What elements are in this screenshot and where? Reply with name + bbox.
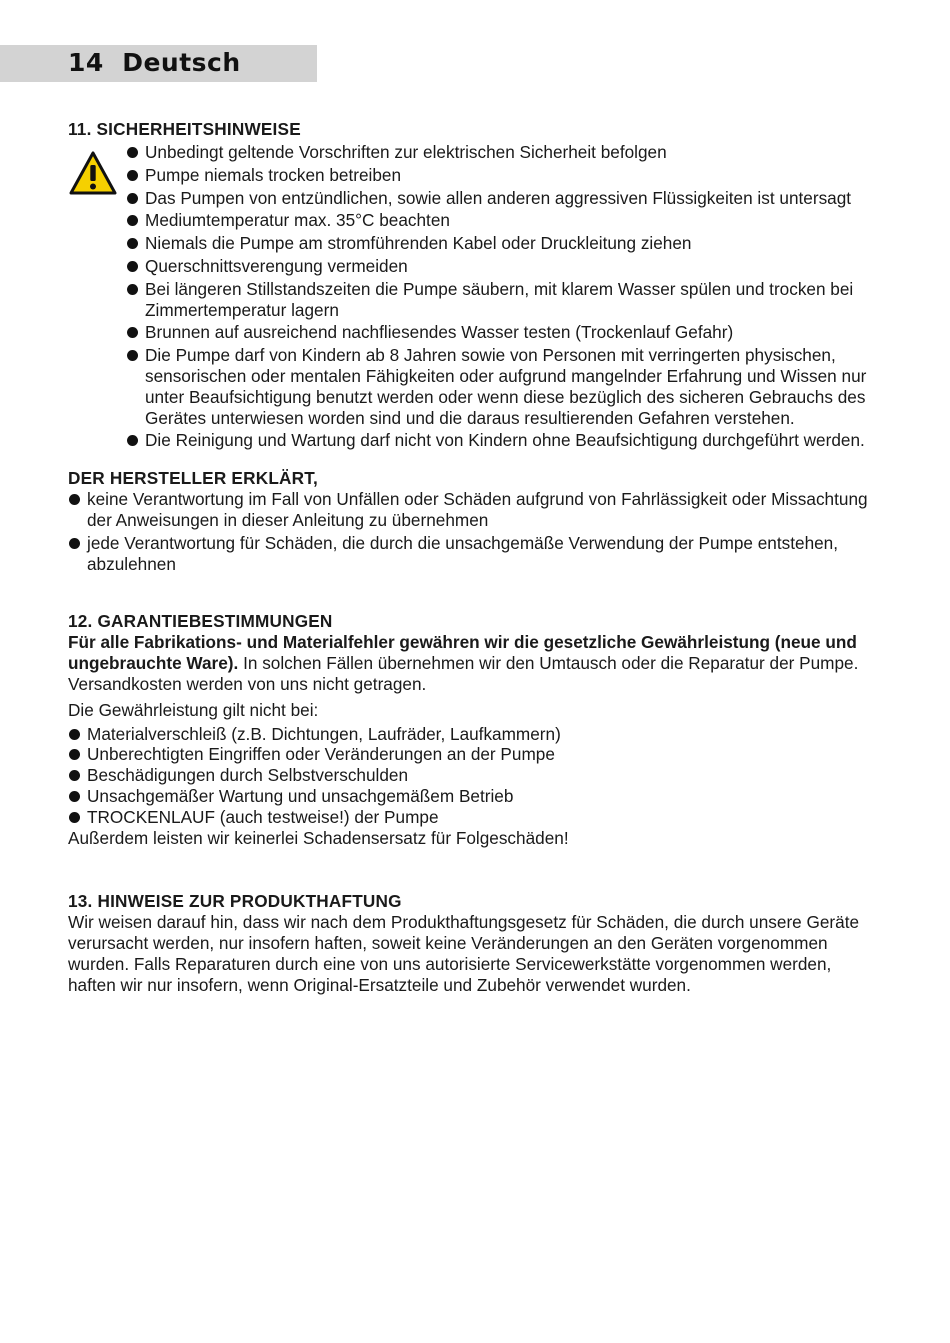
- safety-block: [68, 142, 880, 451]
- warranty-list: [68, 724, 880, 828]
- warranty-section: [68, 610, 880, 848]
- liability-heading: 13. HINWEISE ZUR PRODUKTHAFTUNG: [68, 891, 402, 912]
- liability-section: [68, 890, 880, 995]
- list-item: TROCKENLAUF (auch testweise!) der Pumpe: [68, 807, 880, 828]
- list-item: Pumpe niemals trocken betreiben: [126, 165, 880, 186]
- list-item: jede Verantwortung für Schäden, die durch die unsachgemäße Verwendung der Pumpe entstehen, abzulehnen: [68, 533, 880, 575]
- list-item: Mediumtemperatur max. 35°C beachten: [126, 210, 880, 231]
- warranty-intro: [68, 632, 880, 694]
- manufacturer-heading: DER HERSTELLER ERKLÄRT,: [68, 468, 319, 489]
- list-item: Beschädigungen durch Selbstverschulden: [68, 765, 880, 786]
- page-header-title: [68, 48, 241, 77]
- page-header: [0, 45, 317, 82]
- warranty-intro-bold: Für alle Fabrikations- und Materialfehler gewähren wir die gesetzliche Gewährleistung (neue und ungebrauchte Ware).: [68, 632, 857, 674]
- manufacturer-section: [68, 467, 880, 574]
- manufacturer-list: [68, 489, 880, 574]
- page-content: [68, 118, 880, 996]
- list-item: Das Pumpen von entzündlichen, sowie allen anderen aggressiven Flüssigkeiten ist untersagt: [126, 188, 880, 209]
- list-item: Die Reinigung und Wartung darf nicht von Kindern ohne Beaufsichtigung durchgeführt werden.: [126, 430, 880, 451]
- safety-section: [68, 118, 880, 451]
- liability-text: Wir weisen darauf hin, dass wir nach dem Produkthaftungsgesetz für Schäden, die durch unsere Geräte verursacht werden, nur insofern haften, soweit keine Veränderungen an den Geräten vorgenommen wurden. Falls Reparaturen durch eine von uns autorisierte Servicewerkstätte vorgenommen werden, haften wir nur insofern, wenn Original-Ersatzteile und Zubehör verwendet wurden.: [68, 912, 860, 995]
- list-item: Unbedingt geltende Vorschriften zur elektrischen Sicherheit befolgen: [126, 142, 880, 163]
- list-item: keine Verantwortung im Fall von Unfällen oder Schäden aufgrund von Fahrlässigkeit oder Missachtung der Anweisungen in dieser Anleitung zu übernehmen: [68, 489, 880, 531]
- list-item: Materialverschleiß (z.B. Dichtungen, Laufräder, Laufkammern): [68, 724, 880, 745]
- warranty-not-valid: Die Gewährleistung gilt nicht bei:: [68, 699, 319, 720]
- list-item: Die Pumpe darf von Kindern ab 8 Jahren sowie von Personen mit verringerten physischen, sensorischen oder mentalen Fähigkeiten oder aufgrund mangelnder Erfahrung und Wissen nur unter Beaufsichtigung benutzt werden oder wenn diese bezüglich des sicheren Gebrauchs des Gerätes unterwiesen worden sind und die daraus resultierenden Gefahren verstehen.: [126, 345, 880, 428]
- page-language: Deutsch: [122, 48, 241, 77]
- warranty-heading: 12. GARANTIEBESTIMMUNGEN: [68, 611, 333, 632]
- list-item: Unsachgemäßer Wartung und unsachgemäßem Betrieb: [68, 786, 880, 807]
- list-item: Brunnen auf ausreichend nachfliesendes Wasser testen (Trockenlauf Gefahr): [126, 322, 880, 343]
- list-item: Unberechtigten Eingriffen oder Veränderungen an der Pumpe: [68, 744, 880, 765]
- safety-list: [126, 142, 880, 451]
- list-item: Querschnittsverengung vermeiden: [126, 256, 880, 277]
- list-item: Niemals die Pumpe am stromführenden Kabel oder Druckleitung ziehen: [126, 233, 880, 254]
- page-number: 14: [68, 48, 104, 77]
- warranty-intro-rest: In solchen Fällen übernehmen wir den Umtausch oder die Reparatur der Pumpe. Versandkosten werden von uns nicht getragen.: [68, 653, 859, 694]
- warning-triangle-icon: [68, 150, 118, 196]
- safety-heading: 11. SICHERHEITSHINWEISE: [68, 119, 301, 139]
- warranty-closing: Außerdem leisten wir keinerlei Schadensersatz für Folgeschäden!: [68, 827, 569, 848]
- list-item: Bei längeren Stillstandszeiten die Pumpe säubern, mit klarem Wasser spülen und trocken bei Zimmertemperatur lagern: [126, 279, 880, 321]
